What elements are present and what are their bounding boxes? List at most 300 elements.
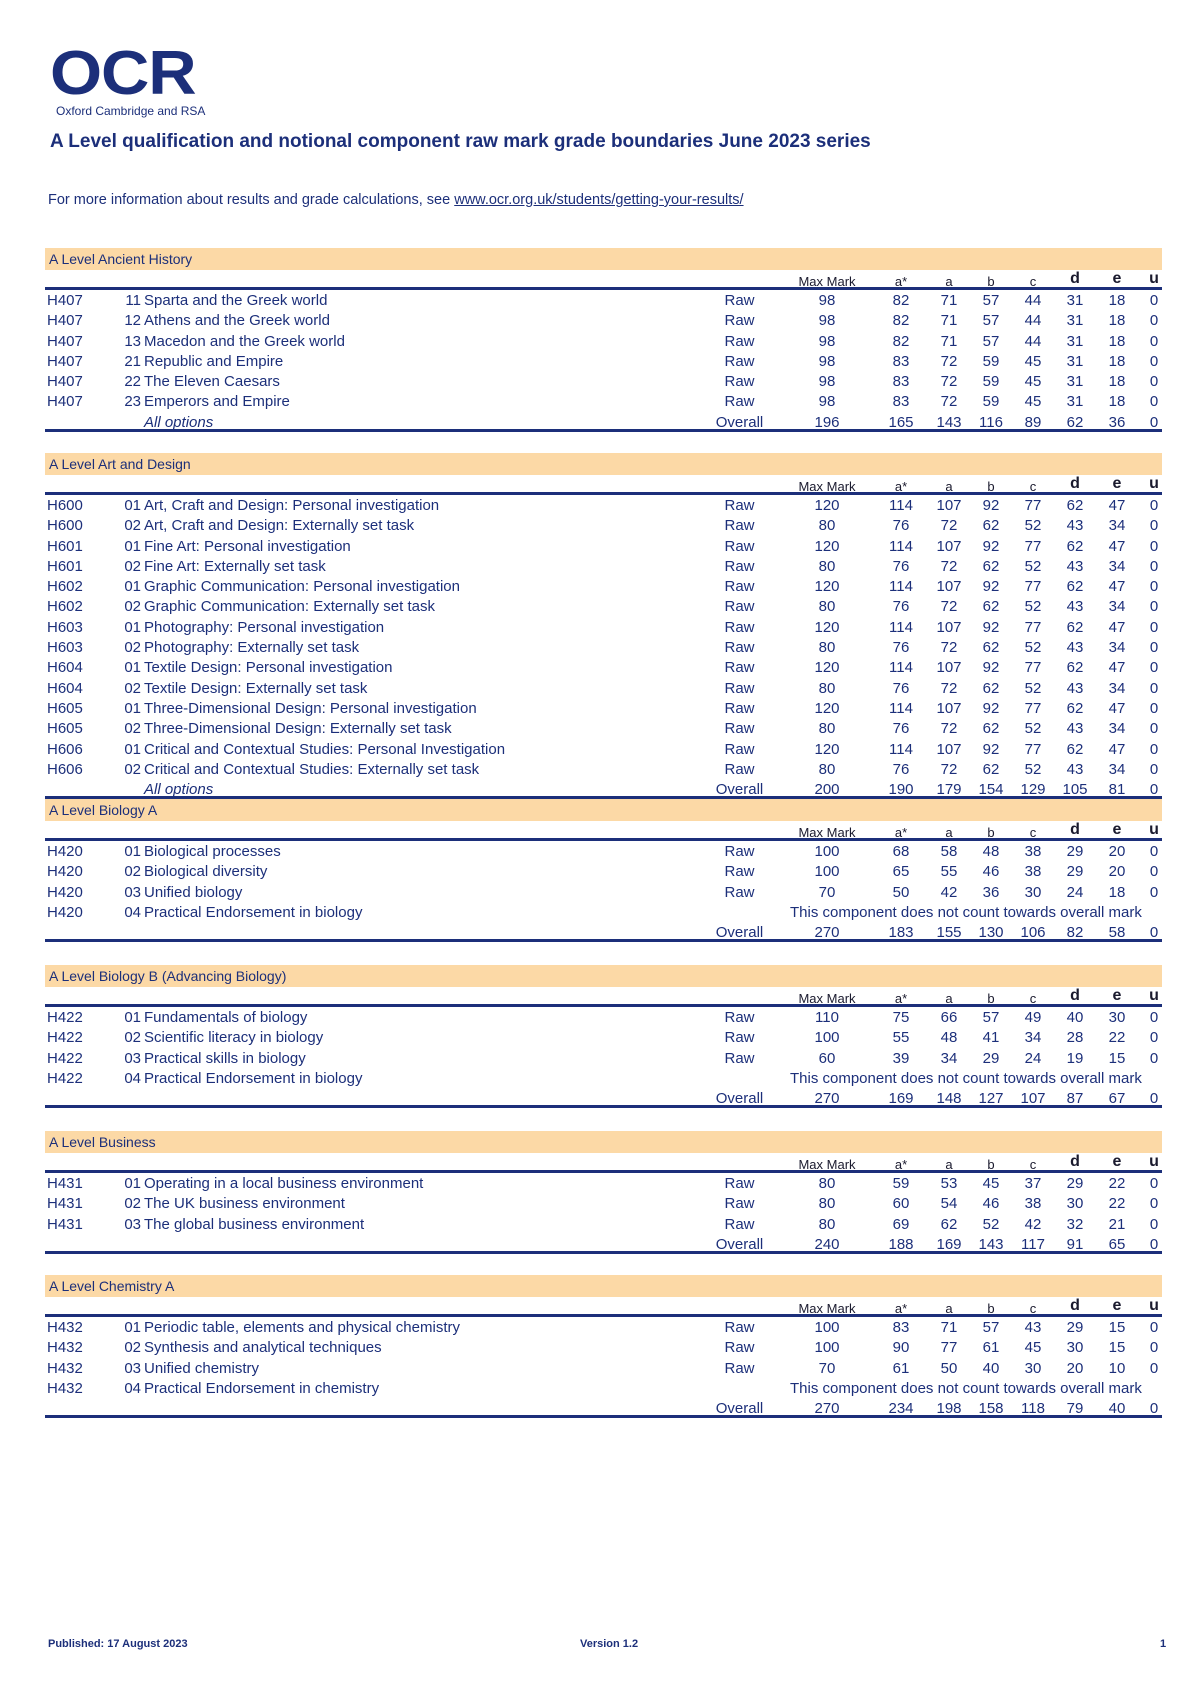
mark-type: Raw [724,578,755,596]
grade-header-3: c [1029,991,1037,1006]
grade-boundary-b: 143 [978,1235,1004,1253]
max-mark: 80 [818,679,836,697]
grade-boundary-a*: 82 [892,312,910,330]
component-title: Practical Endorsement in biology [144,1069,363,1087]
grade-section [45,965,1162,1108]
spec-code: H422 [47,1029,83,1047]
spec-code: H431 [47,1215,83,1233]
grade-header-0: a* [894,1301,908,1316]
grade-boundary-d: 87 [1066,1090,1084,1108]
grade-boundary-u: 0 [1149,781,1159,799]
component-title: Practical skills in biology [144,1049,306,1067]
grade-boundary-a*: 50 [892,883,910,901]
grade-boundary-e: 47 [1108,659,1126,677]
grade-boundary-a: 72 [940,373,958,391]
grade-boundary-a: 179 [936,781,962,799]
component-number: 03 [124,1049,141,1067]
grade-boundary-a: 53 [940,1175,958,1192]
grade-header-0: a* [894,479,908,494]
grade-header-2: b [987,479,995,494]
grade-boundary-b: 57 [982,1319,1000,1336]
mark-type: Overall [715,413,764,431]
grade-boundary-e: 18 [1108,352,1126,370]
component-number: 02 [124,760,141,778]
grade-boundary-d: 43 [1066,679,1084,697]
grade-boundary-d: 43 [1066,760,1084,778]
component-title: Fine Art: Externally set task [144,557,326,575]
grade-boundary-d: 30 [1066,1339,1084,1357]
grade-boundary-u: 0 [1149,1339,1159,1357]
table-header [45,987,1162,1007]
component-title: All options [144,781,214,799]
max-mark-header: Max Mark [798,991,856,1006]
logo-subtitle: Oxford Cambridge and RSA [56,104,206,118]
grade-boundary-b: 40 [982,1359,1000,1377]
table-row [45,310,1162,330]
table-row [45,1048,1162,1068]
component-title: Fine Art: Personal investigation [144,537,351,555]
grade-boundary-u: 0 [1149,883,1159,901]
grade-boundary-b: 52 [982,1215,1000,1233]
table-row [45,1068,1162,1088]
component-title: Three-Dimensional Design: Externally set task [144,720,452,738]
spec-code: H431 [47,1175,83,1192]
grade-boundary-b: 57 [982,1009,1000,1026]
grade-boundary-a*: 76 [892,639,910,657]
component-number: 01 [124,1319,141,1336]
grade-boundary-a: 48 [940,1029,958,1047]
spec-code: H422 [47,1069,83,1087]
grade-header-1: a [945,274,953,289]
grade-boundary-d: 32 [1066,1215,1084,1233]
grade-boundary-d: 31 [1066,352,1084,370]
mark-type: Raw [724,373,755,391]
grade-boundary-a*: 75 [892,1009,910,1026]
max-mark: 100 [814,863,840,881]
max-mark: 80 [818,557,836,575]
grade-header-1: a [945,479,953,494]
mark-type: Raw [724,1049,755,1067]
grade-boundary-d: 62 [1066,618,1084,636]
table-row [45,331,1162,351]
mark-type: Raw [724,720,755,738]
max-mark: 120 [814,497,840,514]
table-row [45,1317,1162,1337]
grade-boundary-a: 66 [940,1009,958,1026]
table-row [45,1193,1162,1213]
endorsement-note: This component does not count towards overall mark [790,1069,1142,1087]
grade-header-0: a* [894,825,908,840]
component-number: 21 [124,352,141,370]
grade-boundary-a: 148 [936,1090,962,1108]
grade-boundary-u: 0 [1149,517,1159,535]
grade-boundary-u: 0 [1149,413,1159,431]
component-number: 03 [124,1215,141,1233]
grade-boundary-a: 34 [940,1049,958,1067]
grade-boundary-b: 92 [982,497,1000,514]
mark-type: Raw [724,1029,755,1047]
grade-boundary-c: 38 [1024,1195,1042,1213]
table-row [45,556,1162,576]
component-number: 02 [124,863,141,881]
grade-boundary-e: 15 [1108,1319,1126,1336]
grade-boundary-b: 92 [982,537,1000,555]
max-mark: 120 [814,740,840,758]
grade-boundary-b: 92 [982,659,1000,677]
page-title: A Level qualification and notional component raw mark grade boundaries June 2023 series [50,131,871,152]
grade-boundary-b: 59 [982,373,1000,391]
grade-boundary-e: 47 [1108,618,1126,636]
grade-header-5: e [1112,1297,1122,1314]
max-mark: 200 [814,781,840,799]
mark-type: Raw [724,639,755,657]
grade-header-5: e [1112,821,1122,838]
grade-boundary-c: 38 [1024,843,1042,860]
component-title: Periodic table, elements and physical chemistry [144,1319,460,1336]
table-row [45,495,1162,515]
table-row [45,617,1162,637]
grade-header-6: u [1149,475,1159,492]
grade-boundary-a*: 165 [888,413,914,431]
table-row [45,1027,1162,1047]
mark-type: Raw [724,740,755,758]
grade-boundary-a*: 82 [892,332,910,350]
component-number: 02 [124,1339,141,1357]
grade-boundary-a*: 65 [892,863,910,881]
grade-boundary-e: 65 [1108,1235,1126,1253]
grade-boundary-a: 55 [940,863,958,881]
grade-header-5: e [1112,270,1122,287]
grade-boundary-d: 62 [1066,740,1084,758]
grade-boundary-d: 43 [1066,598,1084,616]
grade-boundary-u: 0 [1149,1175,1159,1192]
grade-header-0: a* [894,1157,908,1172]
max-mark-header: Max Mark [798,1301,856,1316]
grade-boundary-b: 48 [982,843,1000,860]
component-title: Emperors and Empire [144,393,290,411]
endorsement-note: This component does not count towards overall mark [790,903,1142,921]
grade-boundary-d: 62 [1066,413,1084,431]
grade-boundary-e: 47 [1108,699,1126,717]
grade-boundary-a: 50 [940,1359,958,1377]
table-row [45,596,1162,616]
max-mark: 98 [818,332,836,350]
grade-header-6: u [1149,270,1159,287]
grade-boundary-e: 81 [1108,781,1126,799]
grade-header-1: a [945,1301,953,1316]
mark-type: Overall [715,781,764,799]
table-row [45,841,1162,861]
grade-boundary-c: 43 [1024,1319,1042,1336]
grade-boundary-a*: 183 [888,924,914,942]
table-row [45,1214,1162,1234]
grade-boundary-e: 47 [1108,740,1126,758]
max-mark: 120 [814,618,840,636]
grade-boundary-e: 15 [1108,1339,1126,1357]
grade-boundary-a: 107 [936,740,962,758]
grade-boundary-e: 18 [1108,393,1126,411]
grade-boundary-e: 18 [1108,292,1126,309]
table-row [45,515,1162,535]
grade-boundary-a*: 76 [892,557,910,575]
spec-code: H420 [47,863,83,881]
mark-type: Raw [724,292,755,309]
grade-boundary-a*: 114 [889,699,913,717]
grade-boundary-e: 20 [1108,843,1126,860]
mark-type: Raw [724,1009,755,1026]
grade-boundary-d: 40 [1066,1009,1084,1026]
mark-type: Raw [724,1359,755,1377]
table-header [45,270,1162,290]
grade-boundary-c: 34 [1024,1029,1042,1047]
max-mark: 120 [814,659,840,677]
grade-boundary-a*: 83 [892,352,910,370]
grade-header-1: a [945,1157,953,1172]
component-number: 02 [124,1195,141,1213]
mark-type: Raw [724,497,755,514]
grade-boundary-u: 0 [1149,1400,1159,1418]
max-mark: 80 [818,720,836,738]
table-row [45,351,1162,371]
spec-code: H432 [47,1359,83,1377]
mark-type: Raw [724,598,755,616]
grade-boundary-c: 52 [1024,639,1042,657]
grade-boundary-u: 0 [1149,352,1159,370]
max-mark: 98 [818,352,836,370]
mark-type: Raw [724,863,755,881]
spec-code: H420 [47,843,83,860]
grade-header-6: u [1149,1297,1159,1314]
spec-code: H407 [47,352,83,370]
grade-header-3: c [1029,825,1037,840]
grade-boundary-a*: 188 [888,1235,914,1253]
grade-boundary-b: 45 [982,1175,1000,1192]
component-title: Art, Craft and Design: Externally set task [144,517,415,535]
grade-boundary-a*: 76 [892,720,910,738]
mark-type: Raw [724,883,755,901]
overall-row [45,1088,1162,1108]
grade-boundary-a*: 60 [892,1195,910,1213]
component-number: 01 [124,1009,141,1026]
spec-code: H604 [47,659,83,677]
info-line [48,192,744,208]
spec-code: H605 [47,699,83,717]
grade-header-5: e [1112,1153,1122,1170]
component-number: 04 [124,903,141,921]
max-mark: 80 [818,639,836,657]
max-mark: 120 [814,578,840,596]
table-row [45,698,1162,718]
grade-header-5: e [1112,987,1122,1004]
spec-code: H602 [47,598,83,616]
grade-boundary-c: 44 [1024,312,1042,330]
component-number: 01 [124,497,141,514]
grade-boundary-a*: 83 [892,393,910,411]
grade-boundary-c: 45 [1024,1339,1042,1357]
info-text: For more information about results and grade calculations, see [48,192,455,208]
component-number: 01 [124,740,141,758]
grade-boundary-u: 0 [1149,332,1159,350]
grade-header-4: d [1070,475,1080,492]
component-number: 01 [124,699,141,717]
max-mark: 270 [814,1400,840,1418]
mark-type: Raw [724,312,755,330]
grade-boundary-b: 62 [982,598,1000,616]
grade-boundary-a: 62 [940,1215,958,1233]
mark-type: Raw [724,843,755,860]
grade-boundary-b: 62 [982,639,1000,657]
spec-code: H603 [47,639,83,657]
section-title: A Level Biology A [45,799,1162,821]
grade-boundary-a*: 190 [888,781,914,799]
grade-boundary-e: 34 [1108,598,1126,616]
grade-boundary-a*: 68 [892,843,910,860]
grade-header-6: u [1149,987,1159,1004]
grade-boundary-c: 45 [1024,373,1042,391]
results-link[interactable]: www.ocr.org.uk/students/getting-your-results/ [454,192,744,208]
grade-boundary-a*: 114 [889,740,913,758]
component-number: 12 [124,312,141,330]
grade-boundary-a: 72 [940,760,958,778]
grade-boundary-a: 72 [940,598,958,616]
grade-boundary-a*: 83 [892,373,910,391]
grade-header-4: d [1070,270,1080,287]
grade-boundary-u: 0 [1149,1319,1159,1336]
grade-boundary-u: 0 [1149,740,1159,758]
grade-boundary-u: 0 [1149,1009,1159,1026]
table-row [45,902,1162,922]
grade-boundary-c: 52 [1024,760,1042,778]
grade-boundary-u: 0 [1149,679,1159,697]
grade-header-5: e [1112,475,1122,492]
grade-boundary-c: 24 [1024,1049,1042,1067]
component-number: 23 [124,393,141,411]
grade-boundary-u: 0 [1149,720,1159,738]
grade-boundary-a*: 76 [892,517,910,535]
mark-type: Raw [724,760,755,778]
mark-type: Overall [715,1400,764,1418]
mark-type: Raw [724,1319,755,1336]
spec-code: H407 [47,312,83,330]
spec-code: H407 [47,292,83,309]
max-mark: 70 [818,1359,836,1377]
grade-boundary-a: 71 [940,292,958,309]
grade-boundary-u: 0 [1149,699,1159,717]
table-row [45,759,1162,779]
grade-boundary-d: 31 [1066,332,1084,350]
component-title: Graphic Communication: Externally set task [144,598,435,616]
max-mark: 80 [818,1195,836,1213]
grade-boundary-u: 0 [1149,537,1159,555]
spec-code: H602 [47,578,83,596]
component-title: Athens and the Greek world [144,312,330,330]
grade-boundary-c: 106 [1020,924,1046,942]
max-mark: 270 [814,1090,840,1108]
grade-header-4: d [1070,1153,1080,1170]
grade-boundary-d: 43 [1066,639,1084,657]
grade-boundary-e: 20 [1108,863,1126,881]
grade-boundary-u: 0 [1149,578,1159,596]
grade-boundary-d: 79 [1066,1400,1084,1418]
component-title: The UK business environment [144,1195,345,1213]
grade-boundary-a*: 114 [889,537,913,555]
table-row [45,678,1162,698]
grade-boundary-c: 42 [1024,1215,1042,1233]
grade-boundary-b: 46 [982,1195,1000,1213]
grade-boundary-u: 0 [1149,598,1159,616]
spec-code: H606 [47,740,83,758]
grade-boundary-u: 0 [1149,863,1159,881]
grade-boundary-c: 45 [1024,393,1042,411]
grade-boundary-a: 107 [936,537,962,555]
max-mark: 100 [814,1339,840,1357]
max-mark: 98 [818,292,836,309]
grade-boundary-b: 59 [982,393,1000,411]
table-row [45,1007,1162,1027]
max-mark: 120 [814,537,840,555]
mark-type: Raw [724,1339,755,1357]
spec-code: H422 [47,1049,83,1067]
component-number: 02 [124,557,141,575]
spec-code: H601 [47,557,83,575]
grade-boundary-a*: 234 [888,1400,914,1418]
section-title: A Level Chemistry A [45,1275,1162,1297]
grade-boundary-c: 37 [1024,1175,1042,1192]
grade-boundary-c: 89 [1024,413,1042,431]
grade-boundary-c: 44 [1024,292,1042,309]
grade-boundary-d: 62 [1066,659,1084,677]
grade-boundary-d: 24 [1066,883,1084,901]
grade-boundary-a: 72 [940,639,958,657]
grade-boundary-u: 0 [1149,312,1159,330]
component-number: 01 [124,1175,141,1192]
grade-boundary-u: 0 [1149,393,1159,411]
spec-code: H603 [47,618,83,636]
component-title: Scientific literacy in biology [144,1029,324,1047]
grade-boundary-e: 30 [1108,1009,1126,1026]
grade-header-4: d [1070,1297,1080,1314]
spec-code: H600 [47,517,83,535]
grade-boundary-u: 0 [1149,557,1159,575]
component-title: Biological diversity [144,863,268,881]
page-number: 1 [1160,1638,1167,1650]
grade-boundary-b: 130 [978,924,1004,942]
grade-boundary-a: 54 [940,1195,958,1213]
grade-boundary-b: 158 [978,1400,1004,1418]
logo-wordmark: OCR [50,39,196,108]
grade-boundary-a*: 76 [892,598,910,616]
grade-boundary-d: 43 [1066,720,1084,738]
max-mark: 98 [818,393,836,411]
mark-type: Raw [724,352,755,370]
grade-boundary-b: 57 [982,292,1000,309]
component-title: Synthesis and analytical techniques [144,1339,382,1357]
component-number: 04 [124,1379,141,1397]
table-row [45,657,1162,677]
grade-boundary-a*: 76 [892,760,910,778]
grade-boundary-a*: 61 [892,1359,910,1377]
max-mark-header: Max Mark [798,479,856,494]
component-title: Operating in a local business environment [144,1175,424,1192]
grade-boundary-e: 34 [1108,720,1126,738]
table-row [45,1173,1162,1193]
grade-boundary-b: 62 [982,760,1000,778]
grade-boundary-c: 118 [1021,1400,1045,1418]
grade-boundary-d: 20 [1066,1359,1084,1377]
grade-boundary-b: 92 [982,618,1000,636]
grade-boundary-b: 36 [982,883,1000,901]
grade-boundary-e: 47 [1108,537,1126,555]
